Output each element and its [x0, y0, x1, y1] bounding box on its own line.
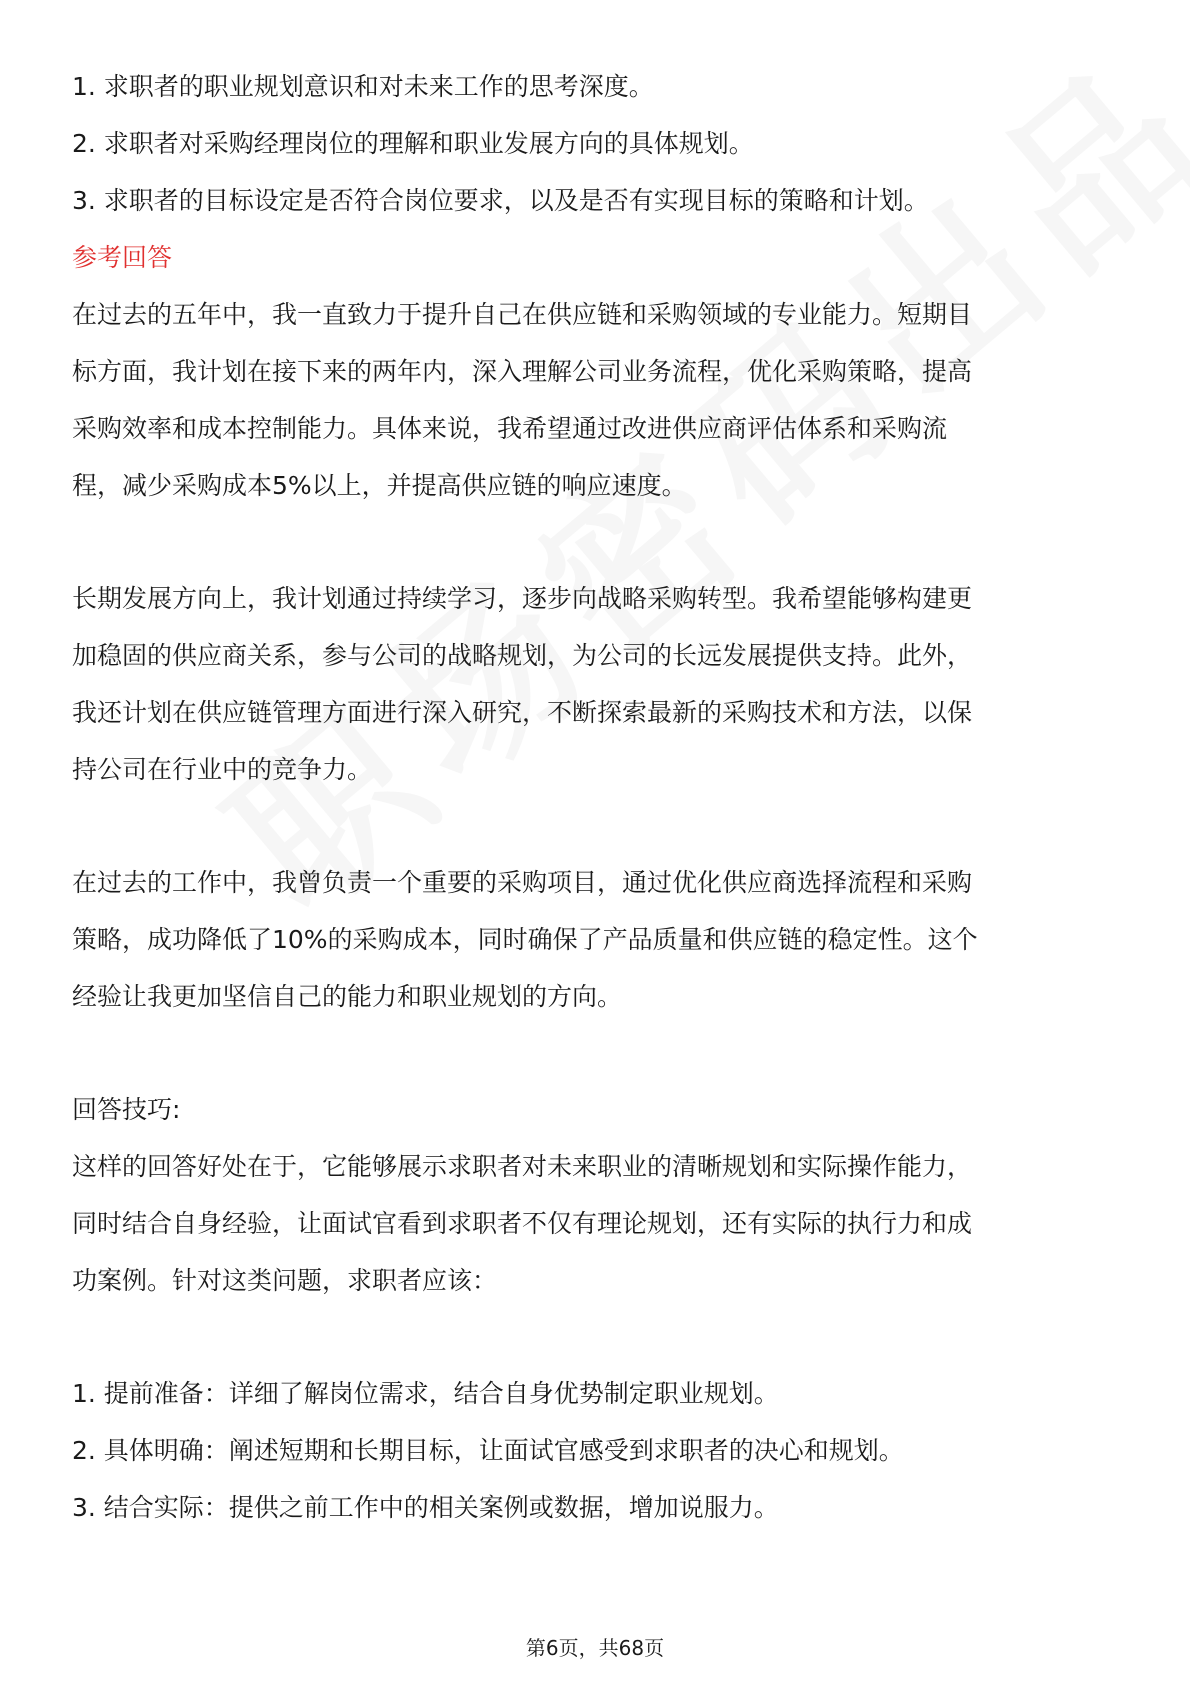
paragraph-gap [72, 514, 1122, 570]
paragraph-gap [72, 1025, 1122, 1081]
paragraph-line: 功案例。针对这类问题，求职者应该： [72, 1266, 498, 1295]
paragraph-line: 我还计划在供应链管理方面进行深入研究，不断探索最新的采购技术和方法，以保 [72, 698, 973, 727]
paragraph-line: 在过去的工作中，我曾负责一个重要的采购项目，通过优化供应商选择流程和采购 [72, 868, 973, 897]
tips-list-item: 1. 提前准备：详细了解岗位需求，结合自身优势制定职业规划。 [72, 1379, 779, 1408]
intro-list-item: 1. 求职者的职业规划意识和对未来工作的思考深度。 [72, 72, 654, 101]
intro-list-item: 2. 求职者对采购经理岗位的理解和职业发展方向的具体规划。 [72, 129, 754, 158]
paragraph-line: 策略，成功降低了10%的采购成本，同时确保了产品质量和供应链的稳定性。这个 [72, 925, 978, 954]
paragraph-line: 在过去的五年中，我一直致力于提升自己在供应链和采购领域的专业能力。短期目 [72, 300, 973, 329]
paragraph-line: 程，减少采购成本5%以上，并提高供应链的响应速度。 [72, 471, 687, 500]
paragraph-line: 标方面，我计划在接下来的两年内，深入理解公司业务流程，优化采购策略，提高 [72, 357, 973, 386]
paragraph-line: 持公司在行业中的竞争力。 [72, 755, 373, 784]
page-content [72, 58, 1122, 1536]
tips-list-item: 3. 结合实际：提供之前工作中的相关案例或数据，增加说服力。 [72, 1493, 779, 1522]
page-footer: 第6页，共68页 [525, 1636, 665, 1660]
paragraph-gap [72, 798, 1122, 854]
paragraph-line: 长期发展方向上，我计划通过持续学习，逐步向战略采购转型。我希望能够构建更 [72, 584, 973, 613]
intro-list-item: 3. 求职者的目标设定是否符合岗位要求，以及是否有实现目标的策略和计划。 [72, 186, 929, 215]
paragraph-line: 加稳固的供应商关系，参与公司的战略规划，为公司的长远发展提供支持。此外， [72, 641, 973, 670]
paragraph-line: 采购效率和成本控制能力。具体来说，我希望通过改进供应商评估体系和采购流 [72, 414, 948, 443]
tips-list-item: 2. 具体明确：阐述短期和长期目标，让面试官感受到求职者的决心和规划。 [72, 1436, 904, 1465]
tips-paragraph [72, 1138, 1122, 1309]
paragraph-line: 这样的回答好处在于，它能够展示求职者对未来职业的清晰规划和实际操作能力， [72, 1152, 973, 1181]
reference-paragraph-1 [72, 286, 1122, 514]
paragraph-line: 同时结合自身经验，让面试官看到求职者不仅有理论规划，还有实际的执行力和成 [72, 1209, 973, 1238]
paragraph-gap [72, 1309, 1122, 1365]
reference-paragraph-2 [72, 570, 1122, 798]
paragraph-line: 经验让我更加坚信自己的能力和职业规划的方向。 [72, 982, 623, 1011]
reference-paragraph-3 [72, 854, 1122, 1025]
tips-heading: 回答技巧: [72, 1095, 181, 1124]
reference-heading: 参考回答 [72, 243, 173, 272]
